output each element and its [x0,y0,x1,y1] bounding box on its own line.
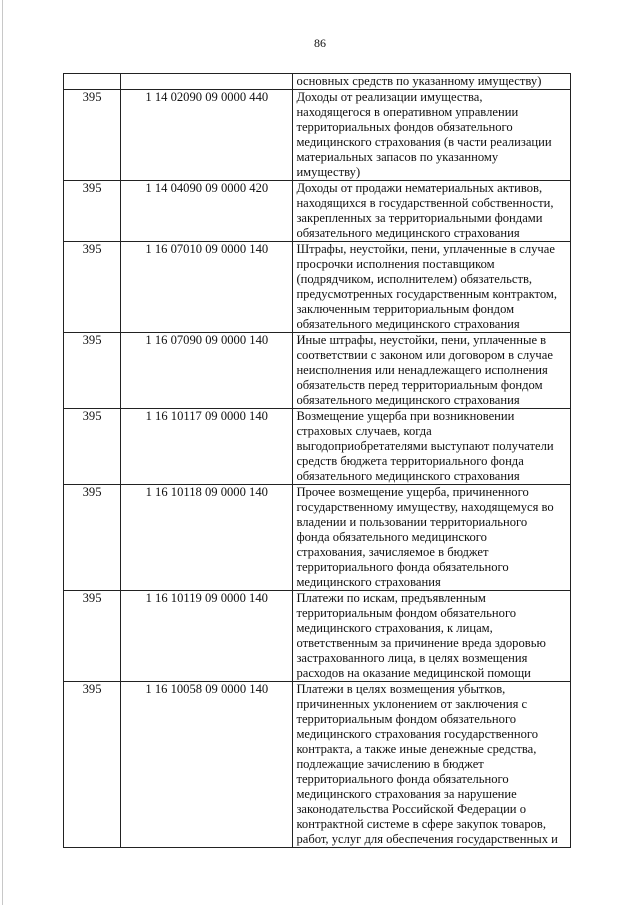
table-row [64,591,571,682]
description-line: территориальным фондом обязательного [296,606,517,620]
budget-code-cell: 1 14 04090 09 0000 420 [121,181,293,242]
description-line: территориальных фондов обязательного [296,120,513,134]
budget-code-cell: 1 16 07090 09 0000 140 [121,333,293,409]
description-line: выгодоприобретателями выступают получатели [296,439,554,453]
admin-code-cell: 395 [64,591,121,682]
description-cell [293,242,571,333]
admin-code-cell: 395 [64,333,121,409]
description-line: закрепленных за территориальными фондами [296,211,543,225]
description-cell [293,333,571,409]
description-line: обязательного медицинского страхования [296,393,520,407]
table-row [64,409,571,485]
table-row [64,485,571,591]
description-cell [293,90,571,181]
budget-code-cell: 1 16 10119 09 0000 140 [121,591,293,682]
description-line: фонда обязательного медицинского [296,530,487,544]
budget-code-cell: 1 16 10058 09 0000 140 [121,682,293,848]
page-number: 86 [314,36,326,50]
description-line: контрактной системе в сфере закупок товаров, [296,817,547,831]
description-cell: основных средств по указанному имуществу) [293,74,571,90]
table-row [64,90,571,181]
budget-code-cell: 1 16 10118 09 0000 140 [121,485,293,591]
description-line: государственному имуществу, находящемуся во [296,500,554,514]
description-line: Иные штрафы, неустойки, пени, уплаченные в [296,333,547,347]
table-row-continuation [64,74,571,90]
description-cell [293,485,571,591]
description-cell [293,181,571,242]
description-line: причиненных уклонением от заключения с [296,697,528,711]
description-line: территориальным фондом обязательного [296,712,517,726]
description-line: неисполнения или ненадлежащего исполнения [296,363,548,377]
admin-code-cell: 395 [64,485,121,591]
description-line: законодательства Российской Федерации о [296,802,526,816]
table-row [64,242,571,333]
table-row [64,333,571,409]
table-row [64,181,571,242]
description-line: заключенным территориальным фондом [296,302,515,316]
description-line: Доходы от продажи нематериальных активов, [296,181,543,195]
description-cell [293,409,571,485]
description-line: обязательного медицинского страхования [296,317,520,331]
description-line: имуществу) [296,165,361,179]
admin-code-cell: 395 [64,181,121,242]
description-line: медицинского страхования за нарушение [296,787,517,801]
description-line: владении и пользовании территориального [296,515,528,529]
description-line: просрочки исполнения поставщиком [296,257,495,271]
description-line: территориального фонда обязательного [296,772,509,786]
page-edge-line [2,0,3,905]
description-line: Доходы от реализации имущества, [296,90,483,104]
revenue-codes-table [63,73,571,848]
description-line: Возмещение ущерба при возникновении [296,409,515,423]
description-line: страховых случаев, когда [296,424,432,438]
admin-code-cell [64,74,121,90]
description-line: обязательств перед территориальным фондом [296,378,543,392]
description-line: контракта, а также иные денежные средства, [296,742,537,756]
description-line: медицинского страхования [296,575,441,589]
description-line: находящегося в оперативном управлении [296,105,519,119]
budget-code-cell: 1 16 07010 09 0000 140 [121,242,293,333]
description-line: медицинского страхования (в части реализации [296,135,552,149]
budget-code-cell [121,74,293,90]
budget-code-cell: 1 14 02090 09 0000 440 [121,90,293,181]
description-line: ответственным за причинение вреда здоровью [296,636,546,650]
description-line: медицинского страхования государственного [296,727,539,741]
description-cell [293,591,571,682]
description-line: материальных запасов по указанному [296,150,499,164]
description-line: территориального фонда обязательного [296,560,509,574]
description-line: средств бюджета территориального фонда [296,454,524,468]
description-cell [293,682,571,848]
description-line: предусмотренных государственным контрактом, [296,287,558,301]
admin-code-cell: 395 [64,90,121,181]
description-line: Прочее возмещение ущерба, причиненного [296,485,529,499]
admin-code-cell: 395 [64,682,121,848]
description-line: обязательного медицинского страхования [296,469,520,483]
description-line: соответствии с законом или договором в случае [296,348,553,362]
budget-code-cell: 1 16 10117 09 0000 140 [121,409,293,485]
description-line: работ, услуг для обеспечения государственных и [296,832,558,846]
description-line: застрахованного лица, в целях возмещения [296,651,528,665]
description-line: Платежи по искам, предъявленным [296,591,486,605]
description-line: Платежи в целях возмещения убытков, [296,682,506,696]
description-line: обязательного медицинского страхования [296,226,520,240]
description-line: Штрафы, неустойки, пени, уплаченные в случае [296,242,555,256]
description-line: (подрядчиком, исполнителем) обязательств, [296,272,533,286]
description-line: находящихся в государственной собственности, [296,196,554,210]
admin-code-cell: 395 [64,242,121,333]
description-line: расходов на оказание медицинской помощи [296,666,531,680]
table-row [64,682,571,848]
admin-code-cell: 395 [64,409,121,485]
description-line: подлежащие зачислению в бюджет [296,757,484,771]
description-line: медицинского страхования, к лицам, [296,621,493,635]
description-line: страхования, зачисляемое в бюджет [296,545,489,559]
